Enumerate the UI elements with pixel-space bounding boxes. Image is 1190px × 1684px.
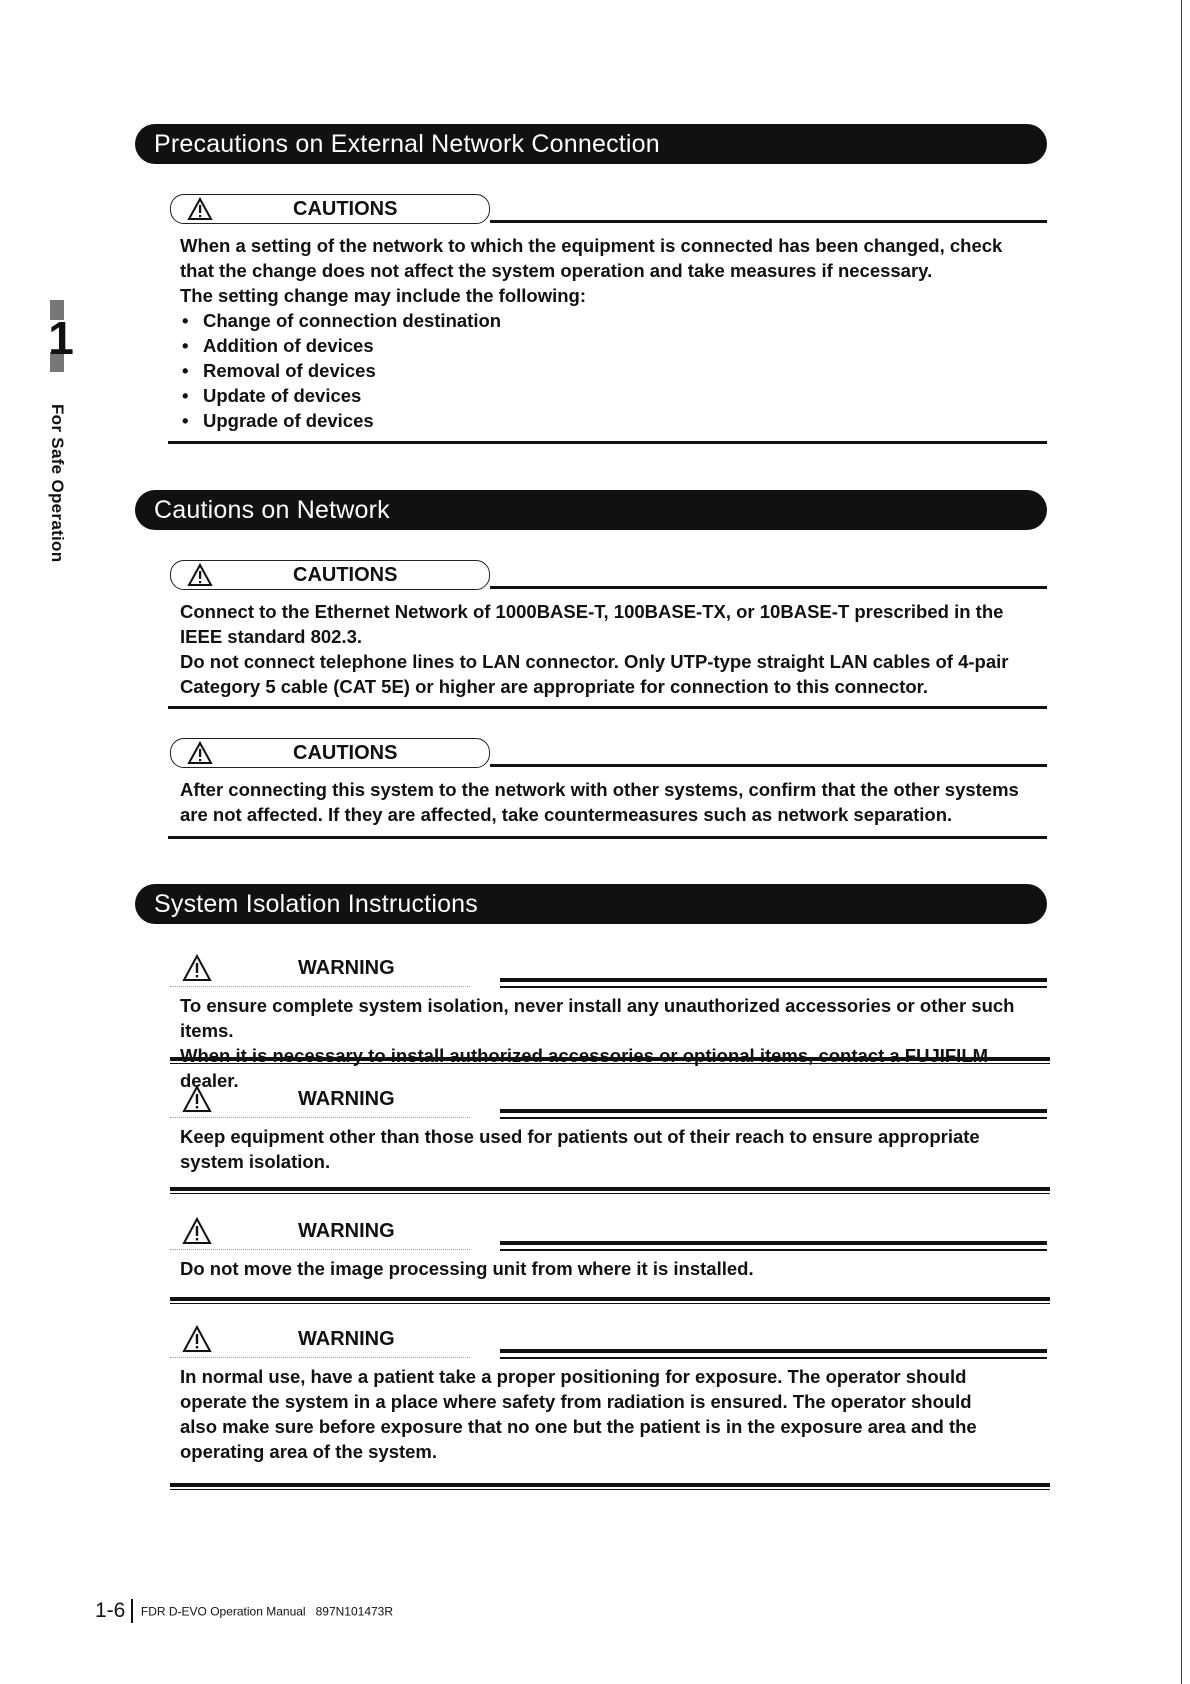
- body-line: IEEE standard 802.3.: [180, 626, 363, 647]
- warning-header-rule-thin: [500, 1249, 1047, 1251]
- warning-end-rule: [170, 1057, 1050, 1064]
- warning-triangle-icon: [182, 1085, 212, 1113]
- caution-body: [180, 777, 1040, 827]
- caution-header-rule: [490, 764, 1047, 767]
- warning-end-rule: [170, 1483, 1050, 1490]
- warning-body: [180, 993, 1040, 1093]
- chapter-title: For Safe Operation: [48, 404, 67, 563]
- caution-body: [180, 233, 1040, 433]
- section-title-external-network: Precautions on External Network Connection: [135, 124, 1047, 164]
- document-code: 897N101473R: [315, 1604, 394, 1619]
- caution-header-rule: [490, 586, 1047, 589]
- caution-end-rule: [168, 836, 1047, 839]
- warning-header-rule-thin: [500, 1357, 1047, 1359]
- change-list: [180, 308, 1040, 433]
- warning-header-rule: [500, 1349, 1047, 1353]
- section-title-network: Cautions on Network: [135, 490, 1047, 530]
- list-item: • Update of devices: [180, 383, 1040, 408]
- warning-header: [170, 1325, 1047, 1365]
- warning-body: [180, 1256, 1040, 1281]
- caution-tag: [170, 560, 490, 590]
- warning-label: WARNING: [298, 1328, 395, 1350]
- warning-triangle-icon: [182, 1325, 212, 1353]
- caution-tag: [170, 738, 490, 768]
- warning-label: WARNING: [298, 1220, 395, 1242]
- warning-header: [170, 954, 1047, 994]
- warning-header: [170, 1085, 1047, 1125]
- body-line: The setting change may include the following:: [180, 285, 587, 306]
- warning-body: [180, 1124, 1040, 1174]
- warning-header-dotted: [170, 1357, 470, 1358]
- chapter-number: 1: [48, 312, 74, 364]
- footer-separator: [131, 1599, 133, 1623]
- caution-header: [170, 190, 1047, 230]
- body-line: also make sure before exposure that no one but the patient is in the exposure area and the: [180, 1416, 977, 1437]
- warning-header-rule: [500, 1241, 1047, 1245]
- warning-header-rule-thin: [500, 1117, 1047, 1119]
- caution-header-rule: [490, 220, 1047, 223]
- body-line: Do not connect telephone lines to LAN connector. Only UTP-type straight LAN cables of 4-pair: [180, 651, 1009, 672]
- warning-body: [180, 1364, 1040, 1464]
- body-line: operating area of the system.: [180, 1441, 438, 1462]
- page-edge-line: [1181, 0, 1182, 1684]
- warning-triangle-icon: [187, 741, 213, 765]
- warning-header-dotted: [170, 1249, 470, 1250]
- list-item: • Addition of devices: [180, 333, 1040, 358]
- warning-end-rule: [170, 1187, 1050, 1194]
- caution-tag: [170, 194, 490, 224]
- body-line: are not affected. If they are affected, take countermeasures such as network separation.: [180, 804, 953, 825]
- list-item: • Upgrade of devices: [180, 408, 1040, 433]
- warning-end-rule: [170, 1297, 1050, 1304]
- warning-triangle-icon: [187, 197, 213, 221]
- list-item: • Change of connection destination: [180, 308, 1040, 333]
- warning-header: [170, 1217, 1047, 1257]
- warning-label: WARNING: [298, 957, 395, 979]
- page-footer: [95, 1597, 393, 1625]
- warning-header-rule: [500, 978, 1047, 982]
- body-line: After connecting this system to the network with other systems, confirm that the other systems: [180, 779, 1019, 800]
- caution-body: [180, 599, 1040, 699]
- body-line: operate the system in a place where safety from radiation is ensured. The operator should: [180, 1391, 972, 1412]
- section-title-system-isolation: System Isolation Instructions: [135, 884, 1047, 924]
- body-line: that the change does not affect the system operation and take measures if necessary.: [180, 260, 933, 281]
- warning-header-dotted: [170, 986, 470, 987]
- body-line: Do not move the image processing unit from where it is installed.: [180, 1258, 754, 1279]
- body-line: When a setting of the network to which the equipment is connected has been changed, check: [180, 235, 1003, 256]
- body-line: system isolation.: [180, 1151, 331, 1172]
- warning-label: WARNING: [298, 1088, 395, 1110]
- body-line: Keep equipment other than those used for patients out of their reach to ensure appropriate: [180, 1126, 980, 1147]
- body-line: Category 5 cable (CAT 5E) or higher are appropriate for connection to this connector.: [180, 676, 929, 697]
- caution-label: CAUTIONS: [293, 198, 398, 220]
- warning-header-rule-thin: [500, 986, 1047, 988]
- caution-label: CAUTIONS: [293, 742, 398, 764]
- body-line: Connect to the Ethernet Network of 1000BASE-T, 100BASE-TX, or 10BASE-T prescribed in the: [180, 601, 1004, 622]
- caution-label: CAUTIONS: [293, 564, 398, 586]
- warning-triangle-icon: [182, 954, 212, 982]
- manual-title: FDR D-EVO Operation Manual: [140, 1604, 306, 1619]
- warning-header-dotted: [170, 1117, 470, 1118]
- caution-end-rule: [168, 441, 1047, 444]
- warning-header-rule: [500, 1109, 1047, 1113]
- page-number: 1-6: [95, 1599, 126, 1622]
- warning-triangle-icon: [182, 1217, 212, 1245]
- chapter-number-graphic: [50, 300, 72, 372]
- caution-header: [170, 734, 1047, 774]
- list-item: • Removal of devices: [180, 358, 1040, 383]
- caution-end-rule: [168, 706, 1047, 709]
- body-line: To ensure complete system isolation, never install any unauthorized accessories or other such items.: [180, 995, 1015, 1041]
- body-line: In normal use, have a patient take a proper positioning for exposure. The operator should: [180, 1366, 967, 1387]
- body-line: When it is necessary to install authorized accessories or optional items, contact a FUJIFILM dealer.: [180, 1045, 989, 1091]
- warning-triangle-icon: [187, 563, 213, 587]
- caution-header: [170, 556, 1047, 596]
